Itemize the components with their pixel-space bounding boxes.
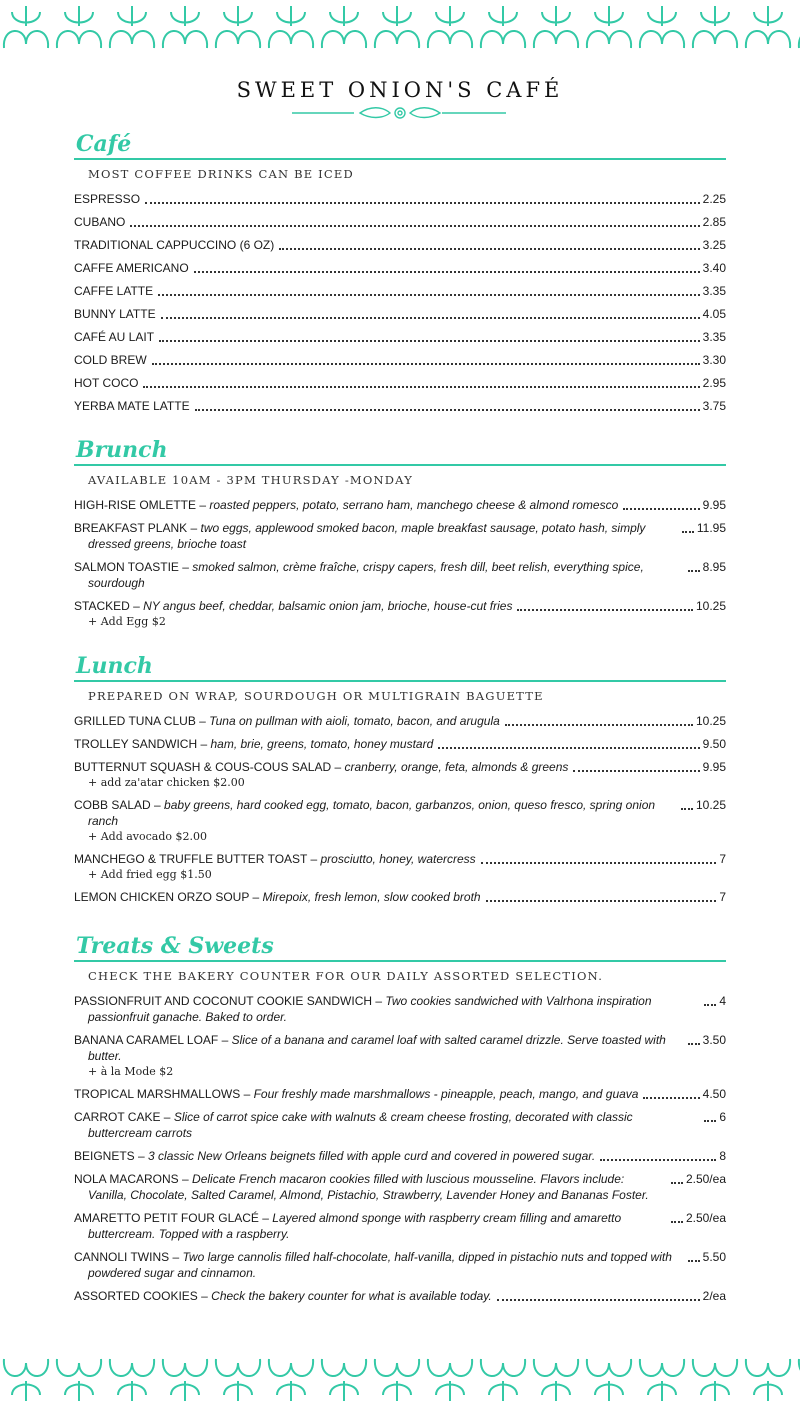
dot-leader xyxy=(517,598,693,611)
menu-item xyxy=(74,759,726,775)
menu-item-description: prosciutto, honey, watercress xyxy=(320,852,476,866)
menu-item-name: CAFFE LATTE xyxy=(74,284,154,298)
menu-item-name: CANNOLI TWINS xyxy=(74,1250,170,1264)
dot-leader xyxy=(145,191,700,204)
menu-item-price: 2.50/ea xyxy=(685,1172,726,1186)
section-note: AVAILABLE 10AM - 3PM THURSDAY -MONDAY xyxy=(88,473,414,487)
menu-item-name: BEIGNETS xyxy=(74,1149,135,1163)
scroll-ornament xyxy=(4,6,48,48)
scroll-ornament xyxy=(428,6,472,48)
menu-item xyxy=(74,1288,726,1304)
section-heading: Lunch xyxy=(74,652,726,682)
menu-item-separator: – xyxy=(249,890,263,904)
section-heading: Brunch xyxy=(74,436,726,466)
menu-item-separator: – xyxy=(197,1289,212,1303)
menu-item-text xyxy=(74,283,153,299)
scroll-ornament xyxy=(428,1359,472,1401)
scroll-ornament xyxy=(693,1359,737,1401)
menu-item-text xyxy=(74,993,699,1025)
menu-item-name: GRILLED TUNA CLUB xyxy=(74,714,196,728)
menu-item xyxy=(74,1249,726,1281)
menu-item-name: CAFFE AMERICANO xyxy=(74,261,189,275)
menu-item-description: smoked salmon, crème fraîche, crispy capers, fresh dill, beet relish, everything spice, sourdough xyxy=(88,560,644,590)
menu-item-name: AMARETTO PETIT FOUR GLACÉ xyxy=(74,1211,259,1225)
menu-item-text xyxy=(74,759,568,775)
dot-leader xyxy=(497,1288,700,1301)
menu-item-price: 6 xyxy=(719,1110,726,1124)
dot-leader xyxy=(279,237,699,250)
menu-item-name: COBB SALAD xyxy=(74,798,151,812)
scroll-ornament xyxy=(534,1359,578,1401)
menu-item-text xyxy=(74,889,481,905)
scroll-ornament xyxy=(110,6,154,48)
scroll-ornament xyxy=(587,1359,631,1401)
menu-item-text xyxy=(74,598,512,614)
menu-item-addon: + Add fried egg $1.50 xyxy=(88,868,212,881)
menu-item-price: 2/ea xyxy=(702,1289,726,1303)
menu-item-description: cranberry, orange, feta, almonds & greens xyxy=(344,760,569,774)
menu-item-price: 3.35 xyxy=(702,284,726,298)
menu-item xyxy=(74,329,726,345)
menu-item-price: 10.25 xyxy=(695,599,726,613)
menu-item-description: ham, brie, greens, tomato, honey mustard xyxy=(210,737,434,751)
section-lunch xyxy=(74,652,726,905)
menu-item-name: BANANA CARAMEL LOAF xyxy=(74,1033,219,1047)
dot-leader xyxy=(688,1032,700,1045)
dot-leader xyxy=(600,1148,716,1161)
dot-leader xyxy=(704,1109,716,1122)
dot-leader xyxy=(161,306,700,319)
menu-item-addon: + Add Egg $2 xyxy=(88,615,166,628)
menu-item xyxy=(74,352,726,368)
menu-item xyxy=(74,598,726,614)
menu-item-price: 4.50 xyxy=(702,1087,726,1101)
menu-item-text xyxy=(74,497,618,513)
title-flourish-ornament xyxy=(290,103,510,123)
menu-item-name: PASSIONFRUIT AND COCONUT COOKIE SANDWICH xyxy=(74,994,373,1008)
scroll-ornament xyxy=(269,1359,313,1401)
menu-item-text xyxy=(74,1086,638,1102)
menu-item xyxy=(74,283,726,299)
scroll-ornament xyxy=(481,1359,525,1401)
dot-leader xyxy=(143,375,699,388)
section-brunch xyxy=(74,436,726,629)
menu-item xyxy=(74,713,726,729)
menu-item-text xyxy=(74,329,154,345)
menu-item-price: 4 xyxy=(719,994,726,1008)
menu-item xyxy=(74,993,726,1025)
menu-item-description: two eggs, applewood smoked bacon, maple breakfast sausage, potato hash, simply dressed greens, brioche toast xyxy=(88,521,646,551)
dot-leader xyxy=(158,283,700,296)
menu-item-description: Slice of carrot spice cake with walnuts & cream cheese frosting, decorated with classic buttercream carrots xyxy=(88,1110,633,1140)
menu-item-addon: + add za'atar chicken $2.00 xyxy=(88,776,245,789)
menu-item-text xyxy=(74,260,189,276)
menu-item xyxy=(74,736,726,752)
menu-item xyxy=(74,1086,726,1102)
menu-item-text xyxy=(74,1171,666,1203)
menu-item xyxy=(74,237,726,253)
menu-item-price: 4.05 xyxy=(702,307,726,321)
menu-item-name: HOT COCO xyxy=(74,376,139,390)
menu-item-name: COLD BREW xyxy=(74,353,147,367)
menu-item-addon: + Add avocado $2.00 xyxy=(88,830,208,843)
section-heading: Treats & Sweets xyxy=(74,932,726,962)
menu-item-text xyxy=(74,306,156,322)
menu-item-separator: – xyxy=(129,599,144,613)
scroll-ornament xyxy=(746,1359,790,1401)
dot-leader xyxy=(671,1210,683,1223)
scroll-ornament xyxy=(375,6,419,48)
menu-item xyxy=(74,559,726,591)
menu-item-description: 3 classic New Orleans beignets filled with apple curd and covered in powered sugar. xyxy=(148,1149,596,1163)
menu-item-name: ESPRESSO xyxy=(74,192,141,206)
menu-item-text xyxy=(74,352,147,368)
dot-leader xyxy=(688,559,700,572)
menu-item-price: 7 xyxy=(719,890,726,904)
scroll-ornament xyxy=(746,6,790,48)
dot-leader xyxy=(438,736,699,749)
scroll-ornament xyxy=(587,6,631,48)
bottom-decorative-border xyxy=(0,1351,800,1407)
menu-item-name: NOLA MACARONS xyxy=(74,1172,179,1186)
menu-item-name: BUNNY LATTE xyxy=(74,307,156,321)
scroll-ornament xyxy=(693,6,737,48)
scroll-ornament xyxy=(57,1359,101,1401)
dot-leader xyxy=(152,352,700,365)
menu-item xyxy=(74,1148,726,1164)
menu-item-price: 10.25 xyxy=(695,798,726,812)
menu-item-name: BUTTERNUT SQUASH & COUS-COUS SALAD xyxy=(74,760,332,774)
scroll-ornament xyxy=(640,1359,684,1401)
menu-item-description: Tuna on pullman with aioli, tomato, bacon, and arugula xyxy=(209,714,500,728)
menu-item-separator: – xyxy=(187,521,201,535)
scroll-ornament xyxy=(4,1359,48,1401)
menu-item-separator: – xyxy=(372,994,386,1008)
menu-item-text xyxy=(74,520,677,552)
dot-leader xyxy=(159,329,700,342)
menu-item xyxy=(74,851,726,867)
menu-item-description: Layered almond sponge with raspberry cream filling and amaretto buttercream. Topped with a raspberry. xyxy=(88,1211,622,1241)
menu-item-price: 3.40 xyxy=(702,261,726,275)
menu-item xyxy=(74,797,726,829)
menu-item-name: MANCHEGO & TRUFFLE BUTTER TOAST xyxy=(74,852,308,866)
menu-item-description: NY angus beef, cheddar, balsamic onion jam, brioche, house-cut fries xyxy=(143,599,513,613)
menu-item-price: 10.25 xyxy=(695,714,726,728)
menu-item-description: Slice of a banana and caramel loaf with salted caramel drizzle. Serve toasted with butter. xyxy=(88,1033,666,1063)
menu-item-description: Two large cannolis filled half-chocolate, half-vanilla, dipped in pistachio nuts and topped with powdered sugar and cinnamon. xyxy=(88,1250,672,1280)
menu-item-text xyxy=(74,797,676,829)
menu-item-description: baby greens, hard cooked egg, tomato, bacon, garbanzos, onion, queso fresco, spring onion ranch xyxy=(88,798,656,828)
menu-item-description: Four freshly made marshmallows - pineapple, peach, mango, and guava xyxy=(253,1087,639,1101)
scroll-ornament xyxy=(216,1359,260,1401)
scroll-ornament xyxy=(163,1359,207,1401)
menu-item-separator: – xyxy=(240,1087,254,1101)
menu-item-price: 3.75 xyxy=(702,399,726,413)
dot-leader xyxy=(682,520,694,533)
menu-item-description: Check the bakery counter for what is available today. xyxy=(211,1289,492,1303)
dot-leader xyxy=(130,214,699,227)
menu-item-price: 2.85 xyxy=(702,215,726,229)
menu-item-price: 8 xyxy=(719,1149,726,1163)
dot-leader xyxy=(704,993,716,1006)
scroll-ornament xyxy=(163,6,207,48)
menu-item xyxy=(74,520,726,552)
menu-item xyxy=(74,1210,726,1242)
menu-item-separator: – xyxy=(195,714,210,728)
menu-item-name: BREAKFAST PLANK xyxy=(74,521,188,535)
menu-item-name: TROPICAL MARSHMALLOWS xyxy=(74,1087,241,1101)
menu-item-text xyxy=(74,736,433,752)
menu-item-separator: – xyxy=(169,1250,183,1264)
menu-item-text xyxy=(74,1249,683,1281)
menu-item-price: 3.35 xyxy=(702,330,726,344)
menu-item-name: CUBANO xyxy=(74,215,126,229)
menu-item-list xyxy=(74,993,726,1304)
menu-item-description: Two cookies sandwiched with Valrhona inspiration passionfruit ganache. Baked to order. xyxy=(88,994,652,1024)
menu-item-text xyxy=(74,191,140,207)
menu-item-name: YERBA MATE LATTE xyxy=(74,399,190,413)
menu-item-separator: – xyxy=(218,1033,232,1047)
menu-item-price: 11.95 xyxy=(696,521,726,535)
page-title: SWEET ONION'S CAFÉ xyxy=(236,78,564,102)
dot-leader xyxy=(194,260,700,273)
dot-leader xyxy=(623,497,699,510)
menu-item-name: CARROT CAKE xyxy=(74,1110,161,1124)
section-note: PREPARED ON WRAP, SOURDOUGH OR MULTIGRAIN BAGUETTE xyxy=(88,689,544,703)
menu-item-text xyxy=(74,1109,699,1141)
menu-item-name: CAFÉ AU LAIT xyxy=(74,330,155,344)
menu-item-separator: – xyxy=(196,498,210,512)
menu-item-price: 8.95 xyxy=(702,560,726,574)
menu-item-price: 3.50 xyxy=(702,1033,726,1047)
menu-item-name: TROLLEY SANDWICH xyxy=(74,737,198,751)
dot-leader xyxy=(195,398,700,411)
menu-item-separator: – xyxy=(178,560,193,574)
dot-leader xyxy=(573,759,699,772)
menu-item xyxy=(74,1171,726,1203)
scroll-ornament xyxy=(216,6,260,48)
menu-item xyxy=(74,306,726,322)
menu-item-text xyxy=(74,1032,683,1064)
menu-item-list xyxy=(74,713,726,905)
menu-item-name: SALMON TOASTIE xyxy=(74,560,179,574)
scroll-ornament xyxy=(481,6,525,48)
scroll-ornament xyxy=(57,6,101,48)
menu-item xyxy=(74,889,726,905)
menu-item-text xyxy=(74,1288,492,1304)
menu-item-text xyxy=(74,1148,595,1164)
section-treats-sweets xyxy=(74,932,726,1304)
dot-leader xyxy=(681,797,693,810)
scroll-ornament xyxy=(534,6,578,48)
menu-item-price: 9.50 xyxy=(702,737,726,751)
scroll-ornament xyxy=(640,6,684,48)
scroll-ornament xyxy=(269,6,313,48)
menu-item-description: roasted peppers, potato, serrano ham, manchego cheese & almond romesco xyxy=(209,498,619,512)
menu-item xyxy=(74,1032,726,1064)
menu-item xyxy=(74,214,726,230)
menu-item-list xyxy=(74,191,726,414)
top-decorative-border xyxy=(0,0,800,56)
section-heading: Café xyxy=(74,130,726,160)
menu-item-name: HIGH-RISE OMLETTE xyxy=(74,498,197,512)
menu-item-text xyxy=(74,559,683,591)
menu-item-name: ASSORTED COOKIES xyxy=(74,1289,198,1303)
menu-item-text xyxy=(74,237,274,253)
menu-item-text xyxy=(74,375,138,391)
menu-item-separator: – xyxy=(134,1149,149,1163)
menu-item-list xyxy=(74,497,726,629)
menu-item xyxy=(74,398,726,414)
scroll-ornament xyxy=(375,1359,419,1401)
dot-leader xyxy=(481,851,717,864)
menu-item-separator: – xyxy=(150,798,165,812)
menu-item-name: STACKED xyxy=(74,599,130,613)
menu-item-separator: – xyxy=(160,1110,174,1124)
menu-item-text xyxy=(74,713,500,729)
menu-item-price: 9.95 xyxy=(702,760,726,774)
menu-item xyxy=(74,497,726,513)
section-note: MOST COFFEE DRINKS CAN BE ICED xyxy=(88,167,354,181)
menu-item-separator: – xyxy=(197,737,211,751)
scroll-ornament xyxy=(322,6,366,48)
scroll-ornament xyxy=(110,1359,154,1401)
menu-item-price: 2.25 xyxy=(702,192,726,206)
menu-item-name: LEMON CHICKEN ORZO SOUP xyxy=(74,890,250,904)
dot-leader xyxy=(486,889,717,902)
scroll-ornament xyxy=(322,1359,366,1401)
menu-item-separator: – xyxy=(307,852,321,866)
menu-item-price: 9.95 xyxy=(702,498,726,512)
menu-item-text xyxy=(74,398,190,414)
menu-item-price: 7 xyxy=(719,852,726,866)
menu-item-separator: – xyxy=(258,1211,273,1225)
menu-item-text xyxy=(74,851,476,867)
dot-leader xyxy=(643,1086,699,1099)
menu-item-price: 5.50 xyxy=(702,1250,726,1264)
dot-leader xyxy=(505,713,693,726)
menu-item-price: 2.95 xyxy=(702,376,726,390)
menu-item-description: Mirepoix, fresh lemon, slow cooked broth xyxy=(262,890,481,904)
menu-item-text xyxy=(74,214,125,230)
menu-item xyxy=(74,1109,726,1141)
dot-leader xyxy=(688,1249,700,1262)
section-cafe xyxy=(74,130,726,414)
menu-item-price: 3.25 xyxy=(702,238,726,252)
menu-item-separator: – xyxy=(331,760,345,774)
menu-item-addon: + à la Mode $2 xyxy=(88,1065,174,1078)
menu-item xyxy=(74,191,726,207)
menu-item-name: TRADITIONAL CAPPUCCINO (6 OZ) xyxy=(74,238,275,252)
menu-item xyxy=(74,375,726,391)
menu-item-price: 2.50/ea xyxy=(685,1211,726,1225)
dot-leader xyxy=(671,1171,683,1184)
menu-item-separator: – xyxy=(178,1172,193,1186)
menu-item-description: Delicate French macaron cookies filled with luscious mousseline. Flavors include: Vanilla, Chocolate, Salted Caramel, Almond, Pistachio, Strawberry, Lavender Honey and Bananas Foster. xyxy=(88,1172,649,1202)
menu-item xyxy=(74,260,726,276)
section-note: CHECK THE BAKERY COUNTER FOR OUR DAILY ASSORTED SELECTION. xyxy=(88,969,604,983)
menu-item-text xyxy=(74,1210,666,1242)
menu-item-price: 3.30 xyxy=(702,353,726,367)
